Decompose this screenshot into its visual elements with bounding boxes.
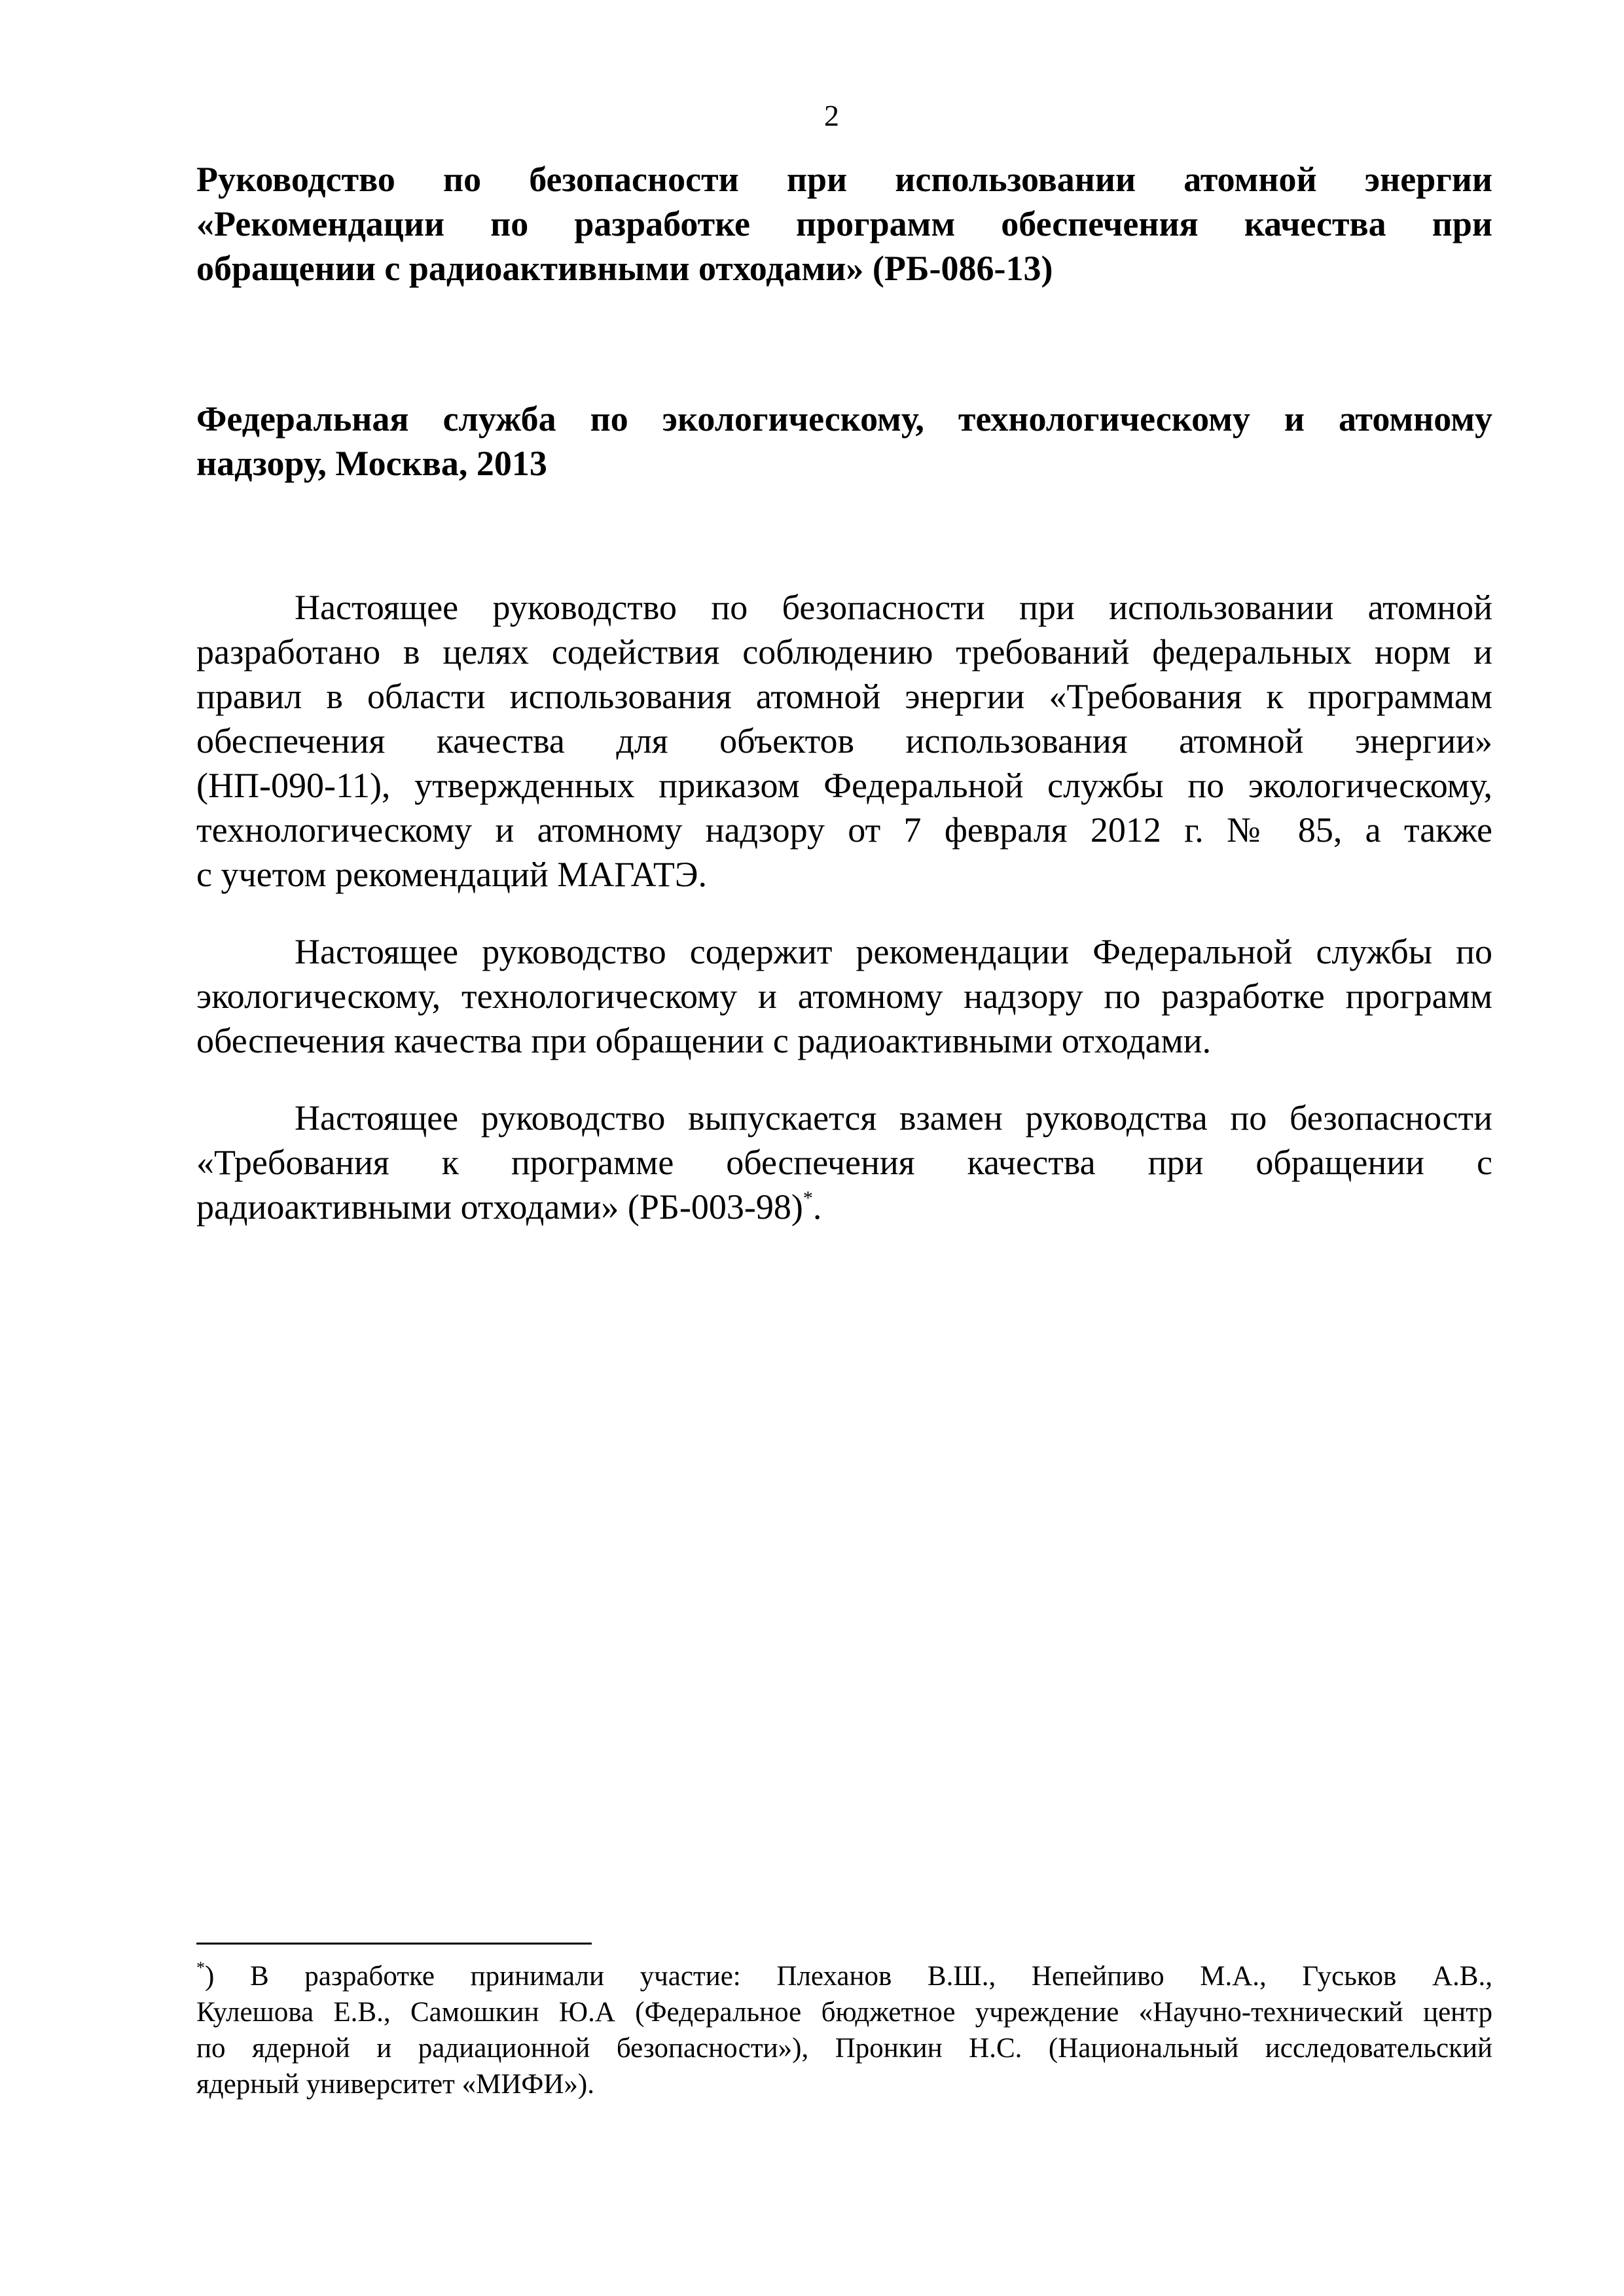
- sentence-end: .: [812, 1187, 822, 1227]
- organization-line: надзору, Москва, 2013: [196, 444, 547, 483]
- paragraph-line: технологическому и атомному надзору от 7 февраля 2012 г. № 85, а также: [196, 810, 1492, 850]
- paragraph-content: [196, 929, 1492, 1063]
- footnote-separator: [196, 1943, 592, 1945]
- paragraph-line: правил в области использования атомной энергии «Требования к программам: [196, 677, 1492, 716]
- paragraph-line-text: радиоактивными отходами» (РБ-003-98): [196, 1187, 803, 1227]
- document-body: [196, 157, 1492, 1262]
- paragraph-line: обеспечения качества для объектов использования атомной энергии»: [196, 721, 1492, 761]
- body-text: [196, 585, 1492, 1229]
- footnote-line: [196, 1958, 1492, 1994]
- page-number: 2: [824, 99, 839, 132]
- footnote-line: ядерный университет «МИФИ»).: [196, 2069, 594, 2100]
- paragraph-line: обеспечения качества при обращении с радиоактивными отходами.: [196, 1021, 1212, 1060]
- footnote: [196, 1958, 1492, 2102]
- footnote-line-text: ) В разработке принимали участие: Плеханов В.Ш., Непейпиво М.А., Гуськов А.В.,: [205, 1961, 1492, 1992]
- issuing-organization: [196, 397, 1492, 486]
- paragraph-line: с учетом рекомендаций МАГАТЭ.: [196, 855, 707, 894]
- paragraph-line: экологическому, технологическому и атомному надзору по разработке программ: [196, 977, 1492, 1016]
- document-title: [196, 157, 1492, 291]
- paragraph-line: разработано в целях содействия соблюдению требований федеральных норм и: [196, 632, 1492, 672]
- title-line: Руководство по безопасности при использовании атомной энергии: [196, 160, 1492, 199]
- title-line: «Рекомендации по разработке программ обеспечения качества при: [196, 204, 1492, 243]
- paragraph-line: Настоящее руководство выпускается взамен руководства по безопасности: [295, 1098, 1492, 1138]
- paragraph-line: (НП-090-11), утвержденных приказом Федеральной службы по экологическому,: [196, 766, 1492, 805]
- footnote-line: по ядерной и радиационной безопасности»), Пронкин Н.С. (Национальный исследовательский: [196, 2033, 1492, 2064]
- footnote-mark: *: [196, 1958, 205, 1977]
- paragraph-line: Настоящее руководство по безопасности при использовании атомной: [295, 588, 1492, 627]
- footnote-line: Кулешова Е.В., Самошкин Ю.А (Федеральное бюджетное учреждение «Научно-технический центр: [196, 1997, 1492, 2028]
- paragraph-line: Настоящее руководство содержит рекомендации Федеральной службы по: [295, 932, 1492, 971]
- paragraph-line-with-footnote: [196, 1185, 1492, 1229]
- paragraph-replacement: [196, 1096, 1492, 1229]
- paragraph-line: «Требования к программе обеспечения качества при обращении с: [196, 1143, 1492, 1182]
- organization-line: Федеральная служба по экологическому, технологическому и атомному: [196, 399, 1492, 439]
- title-line: обращении с радиоактивными отходами» (РБ-086-13): [196, 249, 1053, 288]
- paragraph-purpose: [196, 585, 1492, 897]
- footnote-reference[interactable]: *: [803, 1187, 813, 1209]
